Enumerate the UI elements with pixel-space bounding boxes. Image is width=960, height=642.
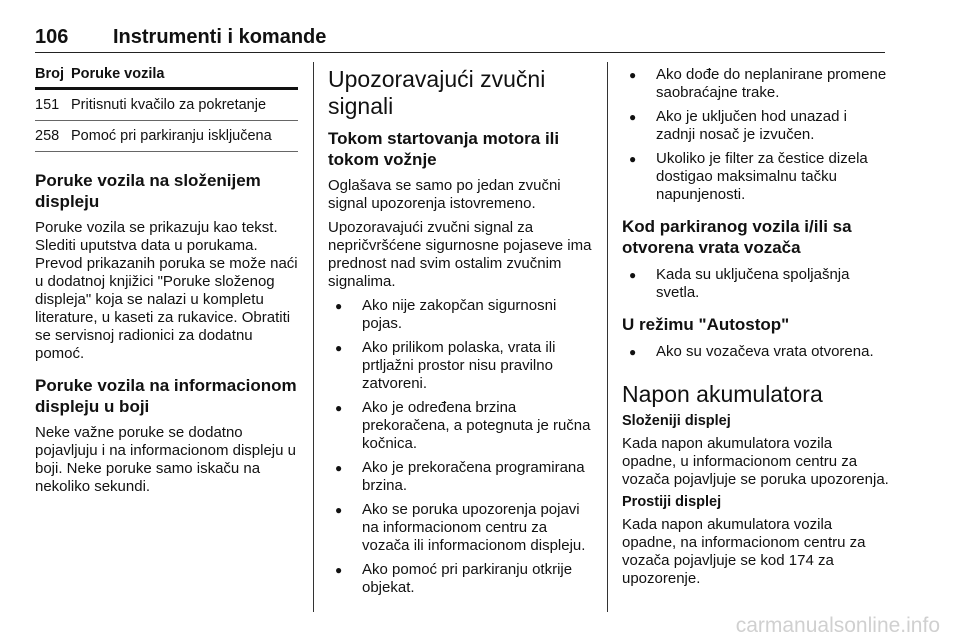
watermark: carmanualsonline.info [735, 614, 940, 637]
section-title: Upozoravajući zvučni signali [328, 66, 546, 119]
list-item: ● Ukoliko je filter za čestice dizela dostigao maksimalnu tačku napunjenosti. [622, 150, 890, 204]
section-heading: Poruke vozila na informacionom displeju u boji [35, 376, 297, 416]
bullet-list [622, 66, 890, 204]
paragraph: Upozoravajući zvučni signal za nepričvršćene sigurnosne pojaseve ima prednost nad svim ostalim zvučnim signalima. [328, 219, 592, 290]
bullet-list [622, 343, 890, 361]
paragraph: Oglašava se samo po jedan zvučni signal upozorenja istovremeno. [328, 177, 561, 212]
subsection-heading: Tokom startovanja motora ili tokom vožnje [328, 129, 560, 169]
table-row [35, 89, 298, 121]
list-item: ● Ako je određena brzina prekoračena, a potegnuta je ručna kočnica. [328, 399, 596, 453]
paragraph: Kada napon akumulatora vozila opadne, u informacionom centru za vozača pojavljuje se poruka upozorenja. [622, 435, 889, 488]
list-item: ● Ako dođe do neplanirane promene saobraćajne trake. [622, 66, 890, 102]
list-item: ● Ako se poruka upozorenja pojavi na informacionom centru za vozača ili informacionom displeju. [328, 501, 596, 555]
page-header [35, 26, 885, 53]
paragraph: Neke važne poruke se dodatno pojavljuju i na informacionom displeju u boji. Neke poruke samo iskaču na nekoliko sekundi. [35, 424, 296, 495]
list-item: ● Ako je uključen hod unazad i zadnji nosač je izvučen. [622, 108, 890, 144]
subsection-heading: Kod parkiranog vozila i/ili sa otvorena vrata vozača [622, 217, 852, 257]
table-cell-message: Pomoć pri parkiranju isključena [71, 121, 298, 152]
table-header-number: Broj [35, 62, 71, 89]
list-item: ● Ako nije zakopčan sigurnosni pojas. [328, 297, 596, 333]
paragraph: Poruke vozila se prikazuju kao tekst. Slediti uputstva data u porukama. Prevod prikazanih poruka se može naći u dodatnoj knjižici "Poruke složenog displeja" koja se nalazi u kompletu literature, u kaseti za rukavice. Obratiti se servisnoj radionici za dodatnu pomoć. [35, 219, 298, 362]
column-divider [607, 62, 608, 612]
page-number: 106 [35, 26, 69, 48]
column-divider [313, 62, 314, 612]
chapter-title: Instrumenti i komande [113, 26, 327, 48]
subsection-heading: U režimu "Autostop" [622, 315, 790, 334]
bullet-list [328, 297, 596, 597]
table-header-row [35, 62, 298, 89]
table-cell-message: Pritisnuti kvačilo za pokretanje [71, 89, 298, 121]
table-cell-number: 258 [35, 121, 71, 152]
column-2 [328, 62, 596, 597]
bullet-list [622, 266, 890, 302]
section-heading: Poruke vozila na složenijem displeju [35, 171, 261, 211]
paragraph: Kada napon akumulatora vozila opadne, na informacionom centru za vozača pojavljuje se kod 174 za upozorenje. [622, 516, 866, 587]
column-3 [622, 62, 890, 588]
list-item: ● Ako je prekoračena programirana brzina. [328, 459, 596, 495]
list-item: ● Kada su uključena spoljašnja svetla. [622, 266, 890, 302]
list-item: ● Ako su vozačeva vrata otvorena. [622, 343, 890, 361]
vehicle-messages-table [35, 62, 298, 152]
table-cell-number: 151 [35, 89, 71, 121]
subsection-heading: Prostiji displej [622, 494, 722, 510]
table-row [35, 121, 298, 152]
section-title: Napon akumulatora [622, 381, 823, 407]
table-header-message: Poruke vozila [71, 62, 298, 89]
list-item: ● Ako pomoć pri parkiranju otkrije objekat. [328, 561, 596, 597]
subsection-heading: Složeniji displej [622, 413, 731, 429]
column-1 [35, 62, 298, 496]
list-item: ● Ako prilikom polaska, vrata ili prtljažni prostor nisu pravilno zatvoreni. [328, 339, 596, 393]
